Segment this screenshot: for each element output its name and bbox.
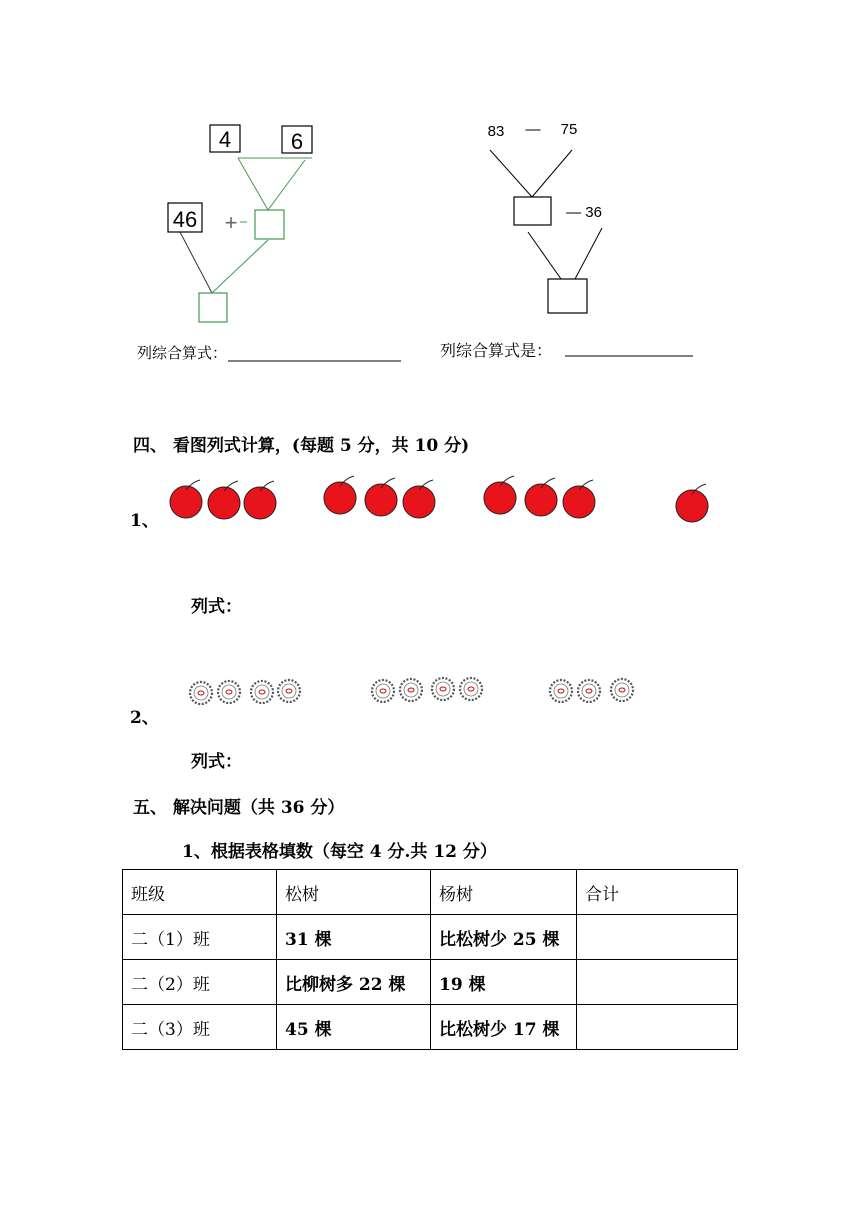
gear-flower-icon: [190, 682, 212, 704]
box-sum-blank: [255, 210, 284, 239]
gear-flower-icon: [611, 679, 633, 701]
box-right-mid-blank: [514, 197, 551, 225]
section4-q1-formula: 列式：: [191, 597, 242, 617]
apple-icon: [244, 481, 276, 519]
table-row: [123, 915, 738, 960]
gear-flower-icon: [372, 680, 394, 702]
box-right-result-blank: [548, 279, 587, 313]
table-cell-blank[interactable]: [577, 915, 738, 960]
table-cell: 31 棵: [277, 915, 431, 960]
gear-flower-icon: [432, 678, 454, 700]
table-cell: 二（3）班: [123, 1005, 277, 1050]
tree-left-operator: +: [224, 210, 238, 235]
table-cell: 二（1）班: [123, 915, 277, 960]
tree-right-op-top: —: [525, 121, 541, 138]
tree-left-answer-label: 列综合算式：: [137, 345, 228, 362]
table-header-cell: 松树: [277, 870, 431, 915]
table-cell: 比松树少 25 棵: [431, 915, 577, 960]
apple-icon: [676, 484, 708, 522]
apple-icon: [324, 476, 356, 514]
tree-right-answer-label: 列综合算式是：: [440, 343, 553, 360]
table-row: [123, 1005, 738, 1050]
apple-icon: [170, 480, 202, 518]
table-cell: 45 棵: [277, 1005, 431, 1050]
table-header-cell: 杨树: [431, 870, 577, 915]
table-cell: 比柳树多 22 棵: [277, 960, 431, 1005]
section4-heading: 四、 看图列式计算，(每题 5 分，共 10 分): [133, 436, 470, 456]
section5-heading: 五、 解决问题（共 36 分）: [133, 798, 345, 818]
tree-count-table: [122, 869, 738, 1050]
table-header-cell: 合计: [577, 870, 738, 915]
gear-flower-icon: [460, 678, 482, 700]
tree-right-op-mid: — 36: [566, 204, 602, 221]
section4-q2-formula: 列式：: [191, 752, 242, 772]
apple-icon: [563, 480, 595, 518]
table-header-row: [123, 870, 738, 915]
gear-flower-icon: [278, 680, 300, 702]
table-cell: 二（2）班: [123, 960, 277, 1005]
table-header-cell: 班级: [123, 870, 277, 915]
gear-flower-icon: [550, 680, 572, 702]
apple-icon: [525, 478, 557, 516]
section5-sub1: 1、根据表格填数（每空 4 分.共 12 分）: [182, 842, 497, 862]
table-cell-blank[interactable]: [577, 1005, 738, 1050]
apple-icon: [403, 480, 435, 518]
gear-flower-icon: [218, 681, 240, 703]
tree-left-top-right: 6: [290, 129, 304, 154]
tree-left-number: 46: [172, 207, 198, 232]
apple-icon: [208, 481, 240, 519]
table-cell-blank[interactable]: [577, 960, 738, 1005]
gear-flower-icon: [578, 680, 600, 702]
tree-right-top-left: 83: [487, 123, 505, 140]
apple-icon: [484, 476, 516, 514]
tree-right-top-right: 75: [560, 121, 578, 138]
tree-left-top-left: 4: [218, 127, 232, 152]
apple-row: [0, 460, 860, 540]
gear-flower-icon: [400, 679, 422, 701]
gear-flower-icon: [251, 681, 273, 703]
box-result-blank: [199, 293, 227, 322]
table-cell: 比松树少 17 棵: [431, 1005, 577, 1050]
section4-q2-label: 2、: [130, 708, 159, 728]
gear-row: [0, 670, 860, 715]
tree-diagram-left: [0, 0, 860, 380]
section4-q1-label: 1、: [130, 511, 159, 531]
table-cell: 19 棵: [431, 960, 577, 1005]
table-row: [123, 960, 738, 1005]
apple-icon: [365, 478, 397, 516]
